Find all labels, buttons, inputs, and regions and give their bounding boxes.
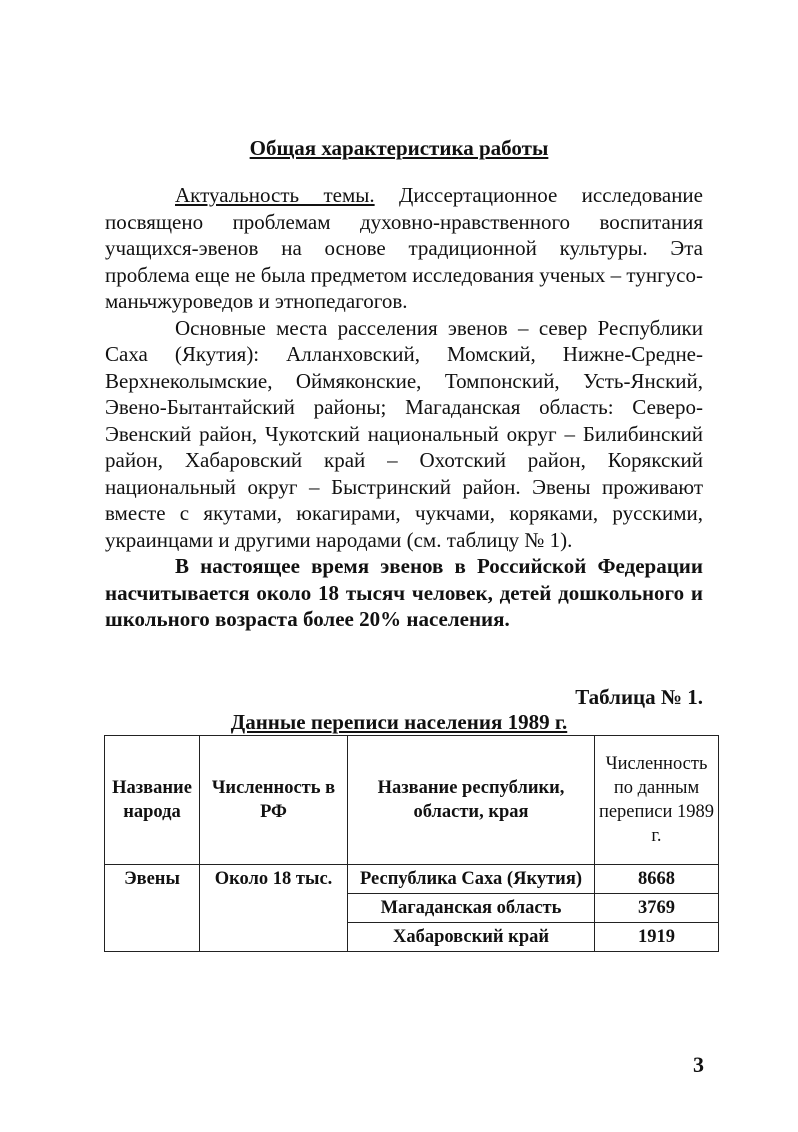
cell-people: Эвены — [105, 865, 200, 952]
header-population-rf: Численность в РФ — [200, 736, 348, 865]
cell-region: Республика Саха (Якутия) — [348, 865, 595, 894]
cell-region: Магаданская область — [348, 894, 595, 923]
table-caption: Данные переписи населения 1989 г. — [230, 710, 568, 734]
relevance-text: Диссертационное исследование посвящено проблемам духовно-нравственного воспитания учащихся-эвенов на основе традиционной культуры. Эта проблема еще не была предметом исследования ученых – тунгусо-маньчжуроведов и этнопедагогов. — [105, 183, 703, 313]
cell-region: Хабаровский край — [348, 923, 595, 952]
cell-count: 8668 — [595, 865, 719, 894]
census-table — [104, 735, 719, 952]
body-text — [105, 182, 703, 633]
page-title: Общая характеристика работы — [249, 136, 549, 160]
header-people: Название народа — [105, 736, 200, 865]
cell-count: 1919 — [595, 923, 719, 952]
header-region: Название республики, области, края — [348, 736, 595, 865]
cell-population-rf: Около 18 тыс. — [200, 865, 348, 952]
table-header-row — [105, 736, 719, 865]
paragraph-settlement: Основные места расселения эвенов – север Республики Саха (Якутия): Алланховский, Момский, Нижне-Средне-Верхнеколымские, Оймяконские, Томпонский, Усть-Янский, Эвено-Бытантайский районы; Магаданская область: Северо-Эвенский район, Чукотский национальный округ – Билибинский район, Хабаровский край – Охотский район, Корякский национальный округ – Быстринский район. Эвены проживают вместе с якутами, юкагирами, чукчами, коряками, русскими, украинцами и другими народами (см. таблицу № 1). — [105, 315, 703, 552]
table-number: Таблица № 1. — [575, 685, 703, 709]
table-row — [105, 865, 719, 894]
paragraph-relevance — [105, 182, 703, 315]
header-census-count: Численность по данным переписи 1989 г. — [595, 736, 719, 865]
cell-count: 3769 — [595, 894, 719, 923]
page-number: 3 — [693, 1052, 704, 1077]
relevance-lead: Актуальность темы. — [175, 183, 375, 207]
paragraph-population: В настоящее время эвенов в Российской Федерации насчитывается около 18 тысяч человек, детей дошкольного и школьного возраста более 20% населения. — [105, 554, 703, 631]
